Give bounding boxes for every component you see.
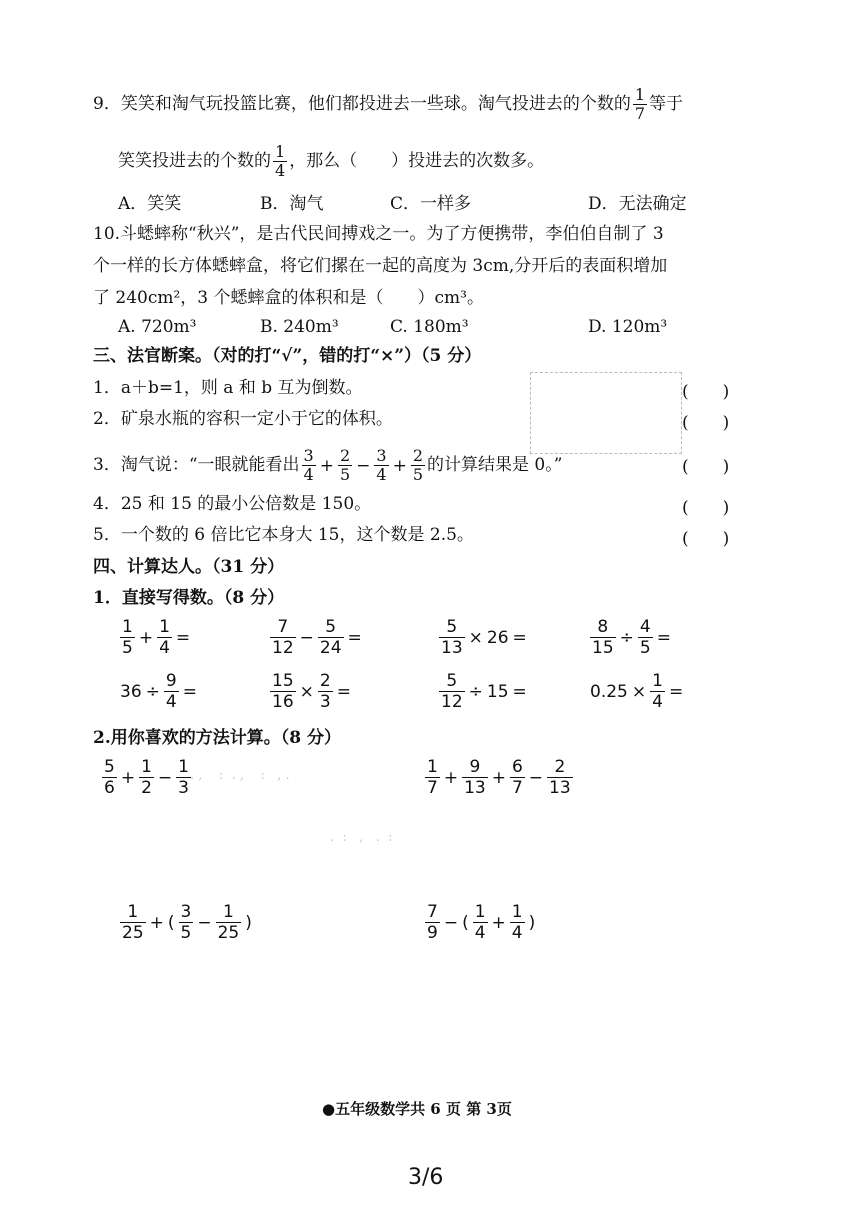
frac-den: 12 — [441, 692, 463, 712]
fraction — [411, 447, 425, 484]
q10-line2: 个一样的长方体蟋蟀盒，将它们摞在一起的高度为 3cm,分开后的表面积增加 — [93, 256, 668, 276]
frac-num: 1 — [275, 142, 286, 161]
fraction — [425, 902, 440, 943]
answer-paren-3[interactable]: ( ) — [682, 457, 730, 477]
page-number: 3/6 — [408, 1165, 444, 1190]
equals-sign: = — [512, 681, 527, 702]
fraction — [439, 671, 465, 712]
fraction — [164, 671, 179, 712]
section3-item-3 — [93, 447, 562, 484]
frac-num: 1 — [141, 757, 152, 777]
minus-sign: − — [443, 912, 459, 933]
frac-num: 2 — [554, 757, 566, 777]
frac-num: 15 — [272, 671, 294, 691]
frac-num: 5 — [446, 671, 458, 691]
frac-num: 3 — [303, 446, 314, 465]
equals-sign: = — [175, 627, 191, 648]
frac-num: 1 — [427, 757, 438, 777]
q9-option-a: A．笑笑 — [118, 194, 182, 214]
frac-den: 4 — [275, 161, 286, 180]
fraction — [510, 902, 525, 943]
frac-den: 15 — [592, 638, 614, 658]
answer-paren-2[interactable]: ( ) — [682, 413, 730, 433]
item3-text-a: 3．淘气说：“一眼就能看出 — [93, 455, 300, 475]
fraction — [473, 902, 488, 943]
fraction — [462, 757, 488, 798]
q9-fraction-1 — [633, 86, 647, 123]
calc-2-2 — [268, 671, 353, 712]
answer-paren-5[interactable]: ( ) — [682, 529, 730, 549]
frac-den: 9 — [427, 923, 438, 943]
frac-num: 1 — [178, 757, 189, 777]
calc-1-3 — [437, 617, 529, 658]
frac-num: 1 — [223, 902, 234, 922]
frac-num: 2 — [412, 446, 424, 465]
number: 26 — [486, 627, 509, 648]
frac-den: 5 — [412, 465, 424, 484]
fraction — [650, 671, 665, 712]
plus-sign: + — [491, 767, 506, 788]
fraction — [270, 671, 296, 712]
frac-den: 6 — [104, 778, 115, 798]
paren-close: ) — [245, 912, 252, 933]
frac-den: 25 — [122, 923, 144, 943]
frac-den: 5 — [180, 923, 192, 943]
method-calc-4 — [423, 902, 537, 943]
q9-fraction-2 — [273, 143, 287, 180]
equals-sign: = — [182, 681, 197, 702]
frac-den: 4 — [376, 465, 387, 484]
frac-num: 5 — [446, 617, 458, 637]
bleed-through-noise: . : , . : — [330, 830, 393, 845]
fraction — [510, 757, 525, 798]
frac-num: 1 — [652, 671, 663, 691]
answer-paren-1[interactable]: ( ) — [682, 382, 730, 402]
frac-num: 1 — [122, 617, 133, 637]
q9-option-b: B．淘气 — [260, 194, 324, 214]
frac-num: 1 — [511, 902, 523, 922]
frac-num: 3 — [180, 902, 192, 922]
number: 36 — [120, 681, 142, 702]
method-calc-1 — [100, 757, 193, 798]
frac-num: 5 — [104, 757, 115, 777]
fraction — [120, 617, 135, 658]
frac-den: 7 — [427, 778, 438, 798]
plus-sign: + — [138, 627, 154, 648]
equals-sign: = — [512, 627, 527, 648]
q9-line1 — [93, 86, 683, 123]
frac-num: 2 — [319, 671, 331, 691]
section3-title: 三、法官断案。（对的打“√”，错的打“×”）（5 分） — [93, 346, 482, 366]
plus-sign: + — [149, 912, 164, 933]
divide-sign: ÷ — [619, 627, 634, 648]
equals-sign: = — [336, 681, 351, 702]
frac-num: 7 — [277, 617, 289, 637]
frac-num: 1 — [634, 85, 646, 104]
plus-sign: + — [319, 455, 334, 476]
q9-option-c: C．一样多 — [390, 194, 472, 214]
fraction — [338, 447, 352, 484]
paren-open: ( — [167, 912, 175, 933]
fraction — [547, 757, 573, 798]
section3-item-2: 2．矿泉水瓶的容积一定小于它的体积。 — [93, 409, 393, 429]
frac-den: 4 — [159, 638, 170, 658]
divide-sign: ÷ — [145, 681, 160, 702]
calc-1-2 — [268, 617, 364, 658]
frac-den: 3 — [178, 778, 189, 798]
calc-2-4 — [588, 671, 685, 712]
q10-option-d: D. 120m³ — [588, 317, 668, 337]
times-sign: × — [468, 627, 483, 648]
section4-sub2: 2.用你喜欢的方法计算。（8 分） — [93, 728, 341, 748]
calc-2-1 — [118, 671, 199, 712]
frac-den: 2 — [141, 778, 152, 798]
frac-den: 4 — [652, 692, 663, 712]
frac-num: 6 — [511, 757, 523, 777]
paren-close: ) — [528, 912, 536, 933]
plus-sign: + — [443, 767, 459, 788]
bleed-through-noise: . , : . , : , . — [190, 768, 290, 783]
section4-title: 四、计算达人。（31 分） — [93, 557, 285, 577]
frac-den: 13 — [464, 778, 486, 798]
fraction — [216, 902, 242, 943]
section3-item-4: 4．25 和 15 的最小公倍数是 150。 — [93, 494, 372, 514]
frac-num: 9 — [469, 757, 481, 777]
section4-sub1: 1．直接写得数。（8 分） — [93, 588, 285, 608]
q10-option-c: C. 180m³ — [390, 317, 469, 337]
fraction — [270, 617, 296, 658]
minus-sign: − — [299, 627, 314, 648]
plus-sign: + — [392, 455, 407, 476]
equals-sign: = — [347, 627, 362, 648]
fraction — [590, 617, 616, 658]
fraction — [439, 617, 465, 658]
frac-den: 5 — [639, 638, 651, 658]
q10-line1: 10.斗蟋蟀称“秋兴”，是古代民间搏戏之一。为了方便携带，李伯伯自制了 3 — [93, 224, 664, 244]
faint-stamp-box — [530, 372, 682, 454]
frac-den: 4 — [511, 923, 523, 943]
fraction — [318, 671, 333, 712]
answer-paren-4[interactable]: ( ) — [682, 498, 730, 518]
frac-den: 3 — [319, 692, 331, 712]
fraction — [179, 902, 194, 943]
frac-num: 1 — [127, 902, 139, 922]
q9-option-d: D．无法确定 — [588, 194, 687, 214]
calc-1-1 — [118, 617, 192, 658]
frac-num: 4 — [639, 617, 651, 637]
times-sign: × — [299, 681, 314, 702]
q10-line3: 了 240cm²，3 个蟋蟀盒的体积和是（ ）cm³。 — [93, 288, 484, 308]
frac-den: 16 — [272, 692, 294, 712]
frac-den: 12 — [272, 638, 294, 658]
q9-text-2a: 笑笑投进去的个数的 — [118, 151, 271, 171]
frac-num: 1 — [159, 617, 170, 637]
page-footer: ●五年级数学共 6 页 第 3页 — [322, 1100, 512, 1118]
frac-den: 5 — [122, 638, 133, 658]
fraction — [102, 757, 117, 798]
plus-sign: + — [120, 767, 136, 788]
frac-num: 3 — [376, 446, 387, 465]
fraction — [638, 617, 653, 658]
q9-text-1b: 等于 — [649, 94, 684, 114]
section3-item-5: 5．一个数的 6 倍比它本身大 15，这个数是 2.5。 — [93, 525, 474, 545]
fraction — [176, 757, 191, 798]
frac-den: 25 — [217, 923, 240, 943]
equals-sign: = — [668, 681, 684, 702]
fraction — [157, 617, 172, 658]
fraction — [120, 902, 146, 943]
calc-1-4 — [588, 617, 673, 658]
frac-den: 4 — [474, 923, 486, 943]
paren-open: ( — [462, 912, 469, 933]
frac-num: 9 — [165, 671, 177, 691]
fraction — [318, 617, 344, 658]
minus-sign: − — [356, 455, 371, 476]
item3-text-b: 的计算结果是 0。” — [427, 455, 563, 475]
minus-sign: − — [157, 767, 173, 788]
frac-num: 7 — [427, 902, 438, 922]
times-sign: × — [631, 681, 647, 702]
frac-den: 13 — [441, 638, 463, 658]
method-calc-3 — [118, 902, 254, 943]
fraction — [139, 757, 154, 798]
method-calc-2 — [423, 757, 575, 798]
frac-num: 5 — [325, 617, 337, 637]
q9-text-1: 9．笑笑和淘气玩投篮比赛，他们都投进去一些球。淘气投进去的个数的 — [93, 94, 631, 114]
fraction — [374, 447, 388, 484]
minus-sign: − — [197, 912, 212, 933]
frac-den: 24 — [319, 638, 342, 658]
number: 15 — [486, 681, 509, 702]
frac-num: 8 — [597, 617, 609, 637]
frac-den: 4 — [165, 692, 177, 712]
frac-den: 4 — [303, 465, 314, 484]
equals-sign: = — [656, 627, 671, 648]
number: 0.25 — [590, 681, 628, 702]
fraction — [302, 447, 316, 484]
frac-den: 13 — [549, 778, 571, 798]
fraction — [425, 757, 440, 798]
frac-num: 1 — [474, 902, 486, 922]
minus-sign: − — [528, 767, 544, 788]
calc-2-3 — [437, 671, 529, 712]
q10-option-b: B. 240m³ — [260, 317, 339, 337]
q9-line2 — [118, 143, 544, 180]
q9-text-2b: ，那么（ ）投进去的次数多。 — [289, 151, 545, 171]
q10-option-a: A. 720m³ — [118, 317, 197, 337]
frac-num: 2 — [339, 446, 351, 465]
frac-den: 5 — [339, 465, 351, 484]
section3-item-1: 1．a＋b=1，则 a 和 b 互为倒数。 — [93, 378, 363, 398]
divide-sign: ÷ — [468, 681, 483, 702]
frac-den: 7 — [511, 778, 523, 798]
plus-sign: + — [491, 912, 506, 933]
frac-den: 7 — [634, 104, 646, 123]
